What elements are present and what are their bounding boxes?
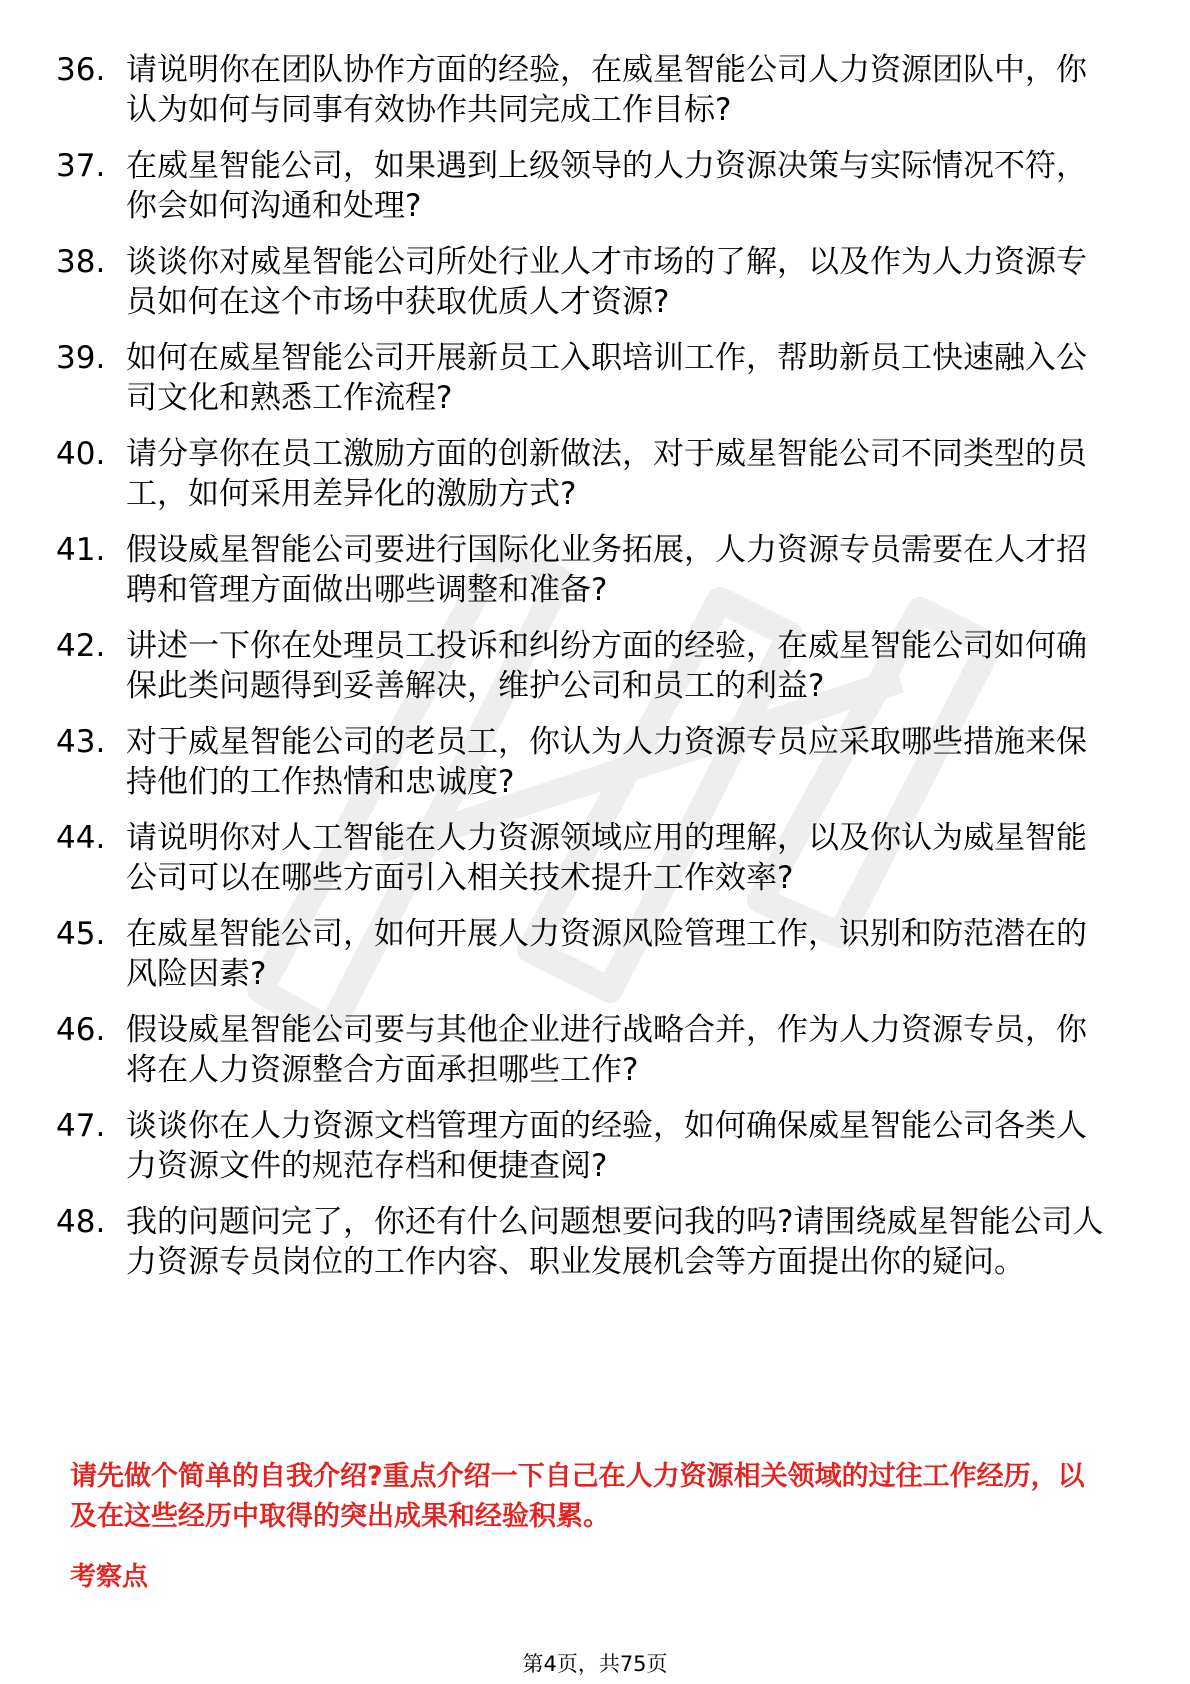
highlight-question: 请先做个简单的自我介绍?重点介绍一下自己在人力资源相关领域的过往工作经历，以及在这些经历中取得的突出成果和经验积累。 (70, 1461, 1085, 1532)
question-text: 讲述一下你在处理员工投诉和纠纷方面的经验，在威星智能公司如何确保此类问题得到妥善解决，维护公司和员工的利益? (126, 628, 1087, 704)
question-number: 39. (56, 340, 106, 376)
list-item (56, 914, 1106, 994)
question-text: 谈谈你在人力资源文档管理方面的经验，如何确保威星智能公司各类人力资源文件的规范存档和便捷查阅? (126, 1108, 1087, 1184)
question-number: 40. (56, 436, 106, 472)
question-text: 在威星智能公司，如何开展人力资源风险管理工作，识别和防范潜在的风险因素? (126, 916, 1087, 992)
page-footer: 第4页，共75页 (522, 1652, 668, 1676)
question-text: 在威星智能公司，如果遇到上级领导的人力资源决策与实际情况不符，你会如何沟通和处理? (126, 148, 1087, 224)
list-item (56, 1202, 1106, 1322)
question-text: 请说明你在团队协作方面的经验，在威星智能公司人力资源团队中，你认为如何与同事有效协作共同完成工作目标? (126, 52, 1087, 128)
question-text: 请分享你在员工激励方面的创新做法，对于威星智能公司不同类型的员工，如何采用差异化的激励方式? (126, 436, 1087, 512)
list-item (56, 818, 1106, 898)
question-number: 41. (56, 532, 106, 568)
question-number: 43. (56, 724, 106, 760)
question-list (56, 50, 1106, 1338)
question-text: 假设威星智能公司要进行国际化业务拓展，人力资源专员需要在人才招聘和管理方面做出哪些调整和准备? (126, 532, 1087, 608)
question-number: 36. (56, 52, 106, 88)
list-item (56, 338, 1106, 418)
question-text: 我的问题问完了，你还有什么问题想要问我的吗?请围绕威星智能公司人力资源专员岗位的工作内容、职业发展机会等方面提出你的疑问。 (126, 1204, 1104, 1280)
question-number: 48. (56, 1204, 106, 1240)
question-number: 38. (56, 244, 106, 280)
list-item (56, 1010, 1106, 1090)
question-text: 请说明你对人工智能在人力资源领域应用的理解，以及你认为威星智能公司可以在哪些方面引入相关技术提升工作效率? (126, 820, 1087, 896)
list-item (56, 722, 1106, 802)
question-number: 47. (56, 1108, 106, 1144)
question-number: 45. (56, 916, 106, 952)
question-text: 假设威星智能公司要与其他企业进行战略合并，作为人力资源专员，你将在人力资源整合方面承担哪些工作? (126, 1012, 1087, 1088)
list-item (56, 242, 1106, 322)
question-text: 如何在威星智能公司开展新员工入职培训工作，帮助新员工快速融入公司文化和熟悉工作流程? (126, 340, 1087, 416)
question-number: 42. (56, 628, 106, 664)
list-item (56, 434, 1106, 514)
section-label: 考察点 (70, 1562, 149, 1592)
list-item (56, 146, 1106, 226)
list-item (56, 1106, 1106, 1186)
question-number: 46. (56, 1012, 106, 1048)
question-number: 44. (56, 820, 106, 856)
list-item (56, 50, 1106, 130)
question-text: 对于威星智能公司的老员工，你认为人力资源专员应采取哪些措施来保持他们的工作热情和忠诚度? (126, 724, 1087, 800)
question-text: 谈谈你对威星智能公司所处行业人才市场的了解，以及作为人力资源专员如何在这个市场中获取优质人才资源? (126, 244, 1087, 320)
list-item (56, 626, 1106, 706)
question-number: 37. (56, 148, 106, 184)
list-item (56, 530, 1106, 610)
